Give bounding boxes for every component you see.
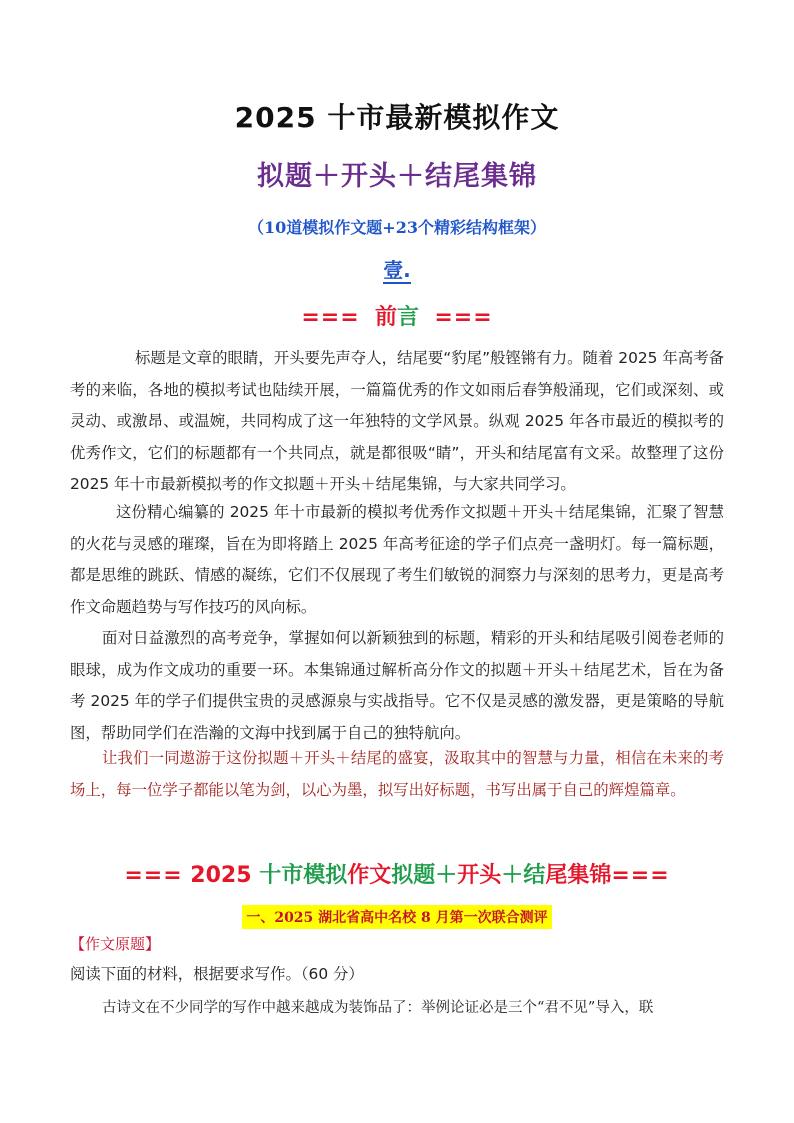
heading-part: 模拟 [303, 863, 348, 888]
preface-left-rule: === [301, 305, 360, 330]
preface-paragraph-highlight: 让我们一同遨游于这份拟题＋开头＋结尾的盛宴，汲取其中的智慧与力量，相信在未来的考场上，每一位学子都能以笔为剑，以心为墨，拟写出好标题，书写出属于自己的辉煌篇章。 [70, 749, 724, 799]
prompt-material: 古诗文在不少同学的写作中越来越成为装饰品了：举例论证必是三个“君不见”导入，联 [102, 1000, 654, 1016]
heading-part: ＋ [435, 863, 458, 888]
section-marker [0, 254, 794, 283]
document-title: 2025 十市最新模拟作文 [234, 101, 560, 134]
preface-heading [0, 300, 794, 331]
heading-part: 尾集锦 [545, 863, 612, 888]
heading-year: 2025 [182, 863, 260, 888]
heading-left-rule: === [124, 863, 183, 888]
exam-title: 一、2025 湖北省高中名校 8 月第一次联合测评 [242, 905, 551, 929]
heading-part: 拟题 [391, 863, 436, 888]
subtitle-note: （10道模拟作文题+23个精彩结构框架） [248, 218, 546, 237]
preface-right-rule: === [434, 305, 493, 330]
preface-word-a: 前 [374, 305, 397, 330]
heading-part: 结 [523, 863, 546, 888]
heading-part: 作文 [347, 863, 392, 888]
preface-word-b: 言 [397, 305, 420, 330]
collection-heading [0, 858, 794, 889]
heading-part: ＋ [501, 863, 524, 888]
preface-paragraph: 这份精心编纂的 2025 年十市最新的模拟考优秀作文拟题＋开头＋结尾集锦，汇聚了智慧的火花与灵感的璀璨，旨在为即将踏上 2025 年高考征途的学子们点亮一盏明灯。每一篇标题，都是思维的跳跃、情感的凝练，它们不仅展现了考生们敏锐的洞察力与深刻的思考力，更是高考作文命题趋势与写作技巧的风向标。 [70, 503, 724, 616]
prompt-instruction: 阅读下面的材料，根据要求写作。（60 分） [70, 965, 364, 983]
section-marker-text: 壹. [383, 258, 411, 282]
heading-right-rule: === [611, 863, 670, 888]
exam-title-row [0, 905, 794, 929]
preface-paragraph: 标题是文章的眼睛，开头要先声夺人，结尾要“豹尾”般铿锵有力。随着 2025 年高考备考的来临，各地的模拟考试也陆续开展，一篇篇优秀的作文如雨后春笋般涌现，它们或深刻、或灵动、或激昂、或温婉，共同构成了这一年独特的文学风景。纵观 2025 年各市最近的模拟考的优秀作文，它们的标题都有一个共同点，就是都很吸“睛”，开头和结尾富有文采。故整理了这份 2025 年十市最新模拟考的作文拟题＋开头＋结尾集锦，与大家共同学习。 [70, 349, 724, 493]
heading-part: 十市 [259, 863, 304, 888]
prompt-label: 【作文原题】 [70, 935, 161, 953]
preface-paragraph: 面对日益激烈的高考竞争，掌握如何以新颖独到的标题，精彩的开头和结尾吸引阅卷老师的眼球，成为作文成功的重要一环。本集锦通过解析高分作文的拟题＋开头＋结尾艺术，旨在为备考 2025 年的学子们提供宝贵的灵感源泉与实战指导。它不仅是灵感的激发器，更是策略的导航图，帮助同学们在浩瀚的文海中找到属于自己的独特航向。 [70, 629, 724, 742]
heading-part: 开头 [457, 863, 502, 888]
document-subtitle: 拟题＋开头＋结尾集锦 [257, 161, 537, 192]
